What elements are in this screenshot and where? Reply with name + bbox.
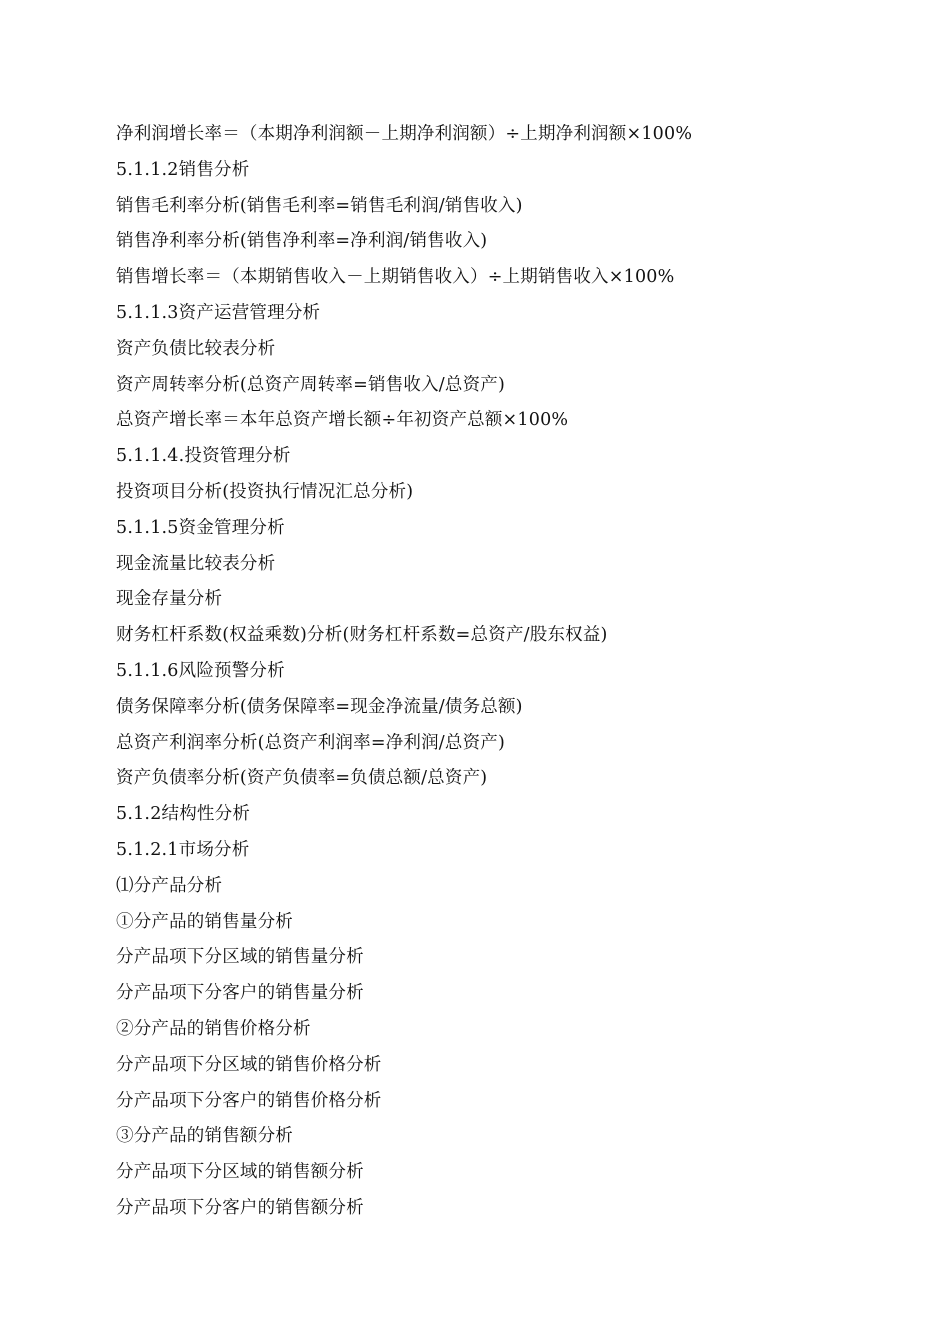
text-line-financial-leverage: 财务杠杆系数(权益乘数)分析(财务杠杆系数=总资产/股东权益) [116, 625, 608, 646]
text-line-asset-turnover: 资产周转率分析(总资产周转率=销售收入/总资产) [116, 374, 506, 395]
item-sales-amount: ③分产品的销售额分析 [116, 1126, 293, 1147]
text-line-volume-by-region: 分产品项下分区域的销售量分析 [116, 947, 364, 968]
section-heading-asset-operation: 5.1.1.3资产运营管理分析 [116, 302, 321, 323]
item-sales-price: ②分产品的销售价格分析 [116, 1018, 311, 1039]
section-heading-market-analysis: 5.1.2.1市场分析 [116, 839, 250, 860]
text-line-cash-stock: 现金存量分析 [116, 589, 223, 610]
text-line-debt-ratio: 资产负债率分析(资产负债率=负债总额/总资产) [116, 768, 488, 789]
text-line-gross-margin: 销售毛利率分析(销售毛利率=销售毛利润/销售收入) [116, 195, 523, 216]
document-body [116, 117, 876, 1227]
text-line-net-margin: 销售净利率分析(销售净利率=净利润/销售收入) [116, 231, 488, 252]
section-heading-sales-analysis: 5.1.1.2销售分析 [116, 159, 250, 180]
section-heading-funds: 5.1.1.5资金管理分析 [116, 517, 285, 538]
text-line-cash-flow-comparison: 现金流量比较表分析 [116, 553, 276, 574]
section-heading-risk-warning: 5.1.1.6风险预警分析 [116, 660, 285, 681]
text-line-investment-projects: 投资项目分析(投资执行情况汇总分析) [116, 481, 414, 502]
text-line-net-profit-growth: 净利润增长率＝（本期净利润额－上期净利润额）÷上期净利润额×100% [116, 124, 693, 144]
text-line-amount-by-customer: 分产品项下分客户的销售额分析 [116, 1197, 364, 1218]
text-line-price-by-region: 分产品项下分区域的销售价格分析 [116, 1054, 382, 1075]
item-sales-volume: ①分产品的销售量分析 [116, 911, 293, 932]
text-line-price-by-customer: 分产品项下分客户的销售价格分析 [116, 1090, 382, 1111]
text-line-total-asset-growth: 总资产增长率＝本年总资产增长额÷年初资产总额×100% [116, 410, 569, 431]
text-line-debt-coverage: 债务保障率分析(债务保障率=现金净流量/债务总额) [116, 696, 523, 717]
section-heading-structural-analysis: 5.1.2结构性分析 [116, 804, 251, 825]
text-line-sales-growth: 销售增长率＝（本期销售收入－上期销售收入）÷上期销售收入×100% [116, 267, 675, 288]
text-line-volume-by-customer: 分产品项下分客户的销售量分析 [116, 983, 364, 1004]
subheading-by-product: ⑴分产品分析 [116, 875, 223, 896]
section-heading-investment: 5.1.1.4.投资管理分析 [116, 446, 291, 467]
text-line-amount-by-region: 分产品项下分区域的销售额分析 [116, 1162, 364, 1183]
text-line-balance-comparison: 资产负债比较表分析 [116, 338, 276, 359]
text-line-return-on-assets: 总资产利润率分析(总资产利润率=净利润/总资产) [116, 732, 506, 753]
